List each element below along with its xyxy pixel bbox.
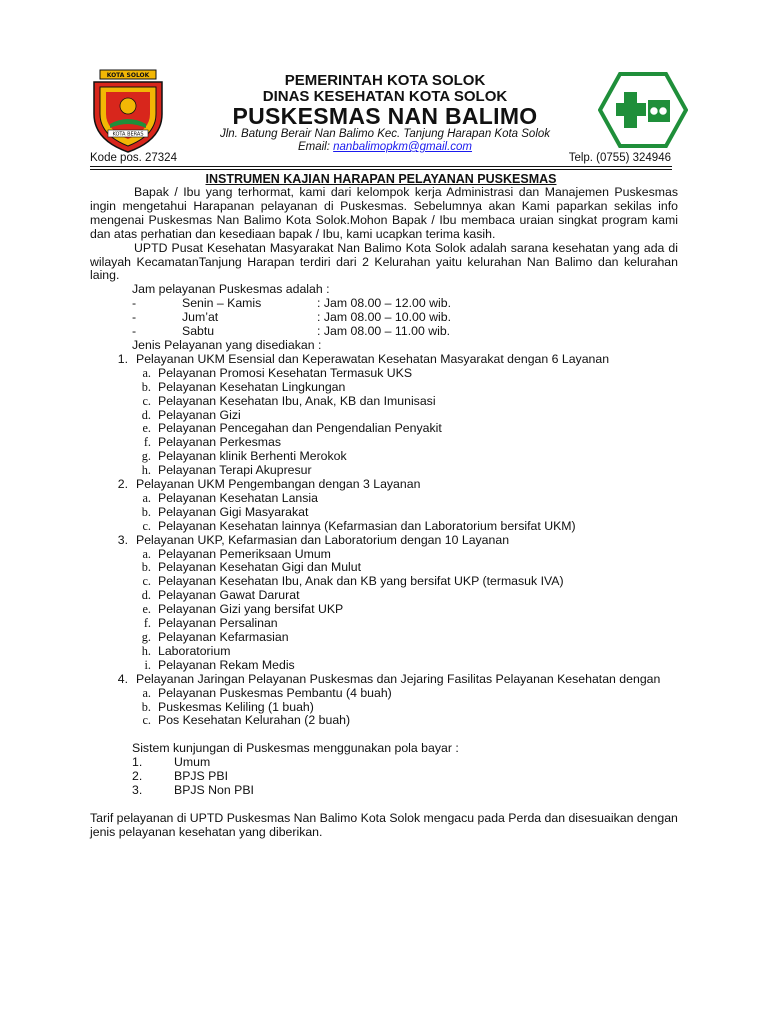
service-item-letter: a. [142, 546, 151, 561]
service-item-text: Pelayanan Gizi yang bersifat UKP [158, 602, 344, 617]
service-item [90, 548, 678, 562]
service-item [90, 714, 678, 728]
service-item [90, 561, 678, 575]
payment-label: Sistem kunjungan di Puskesmas menggunakan pola bayar : [132, 741, 459, 756]
service-item [90, 589, 678, 603]
service-item-text: Pelayanan Rekam Medis [158, 657, 295, 672]
service-item [90, 520, 678, 534]
header-divider-thin [90, 169, 672, 170]
jam-row [90, 297, 678, 311]
service-title: Pelayanan UKM Esensial dan Keperawatan Kesehatan Masyarakat dengan 6 Layanan [136, 351, 610, 366]
service-item [90, 409, 678, 423]
service-item [90, 659, 678, 673]
service-item [90, 422, 678, 436]
jam-time: : Jam 08.00 – 11.00 wib. [317, 324, 451, 339]
service-item-text: Pelayanan Gawat Darurat [158, 588, 300, 603]
jam-day: Jum’at [182, 310, 219, 325]
jenis-label: Jenis Pelayanan yang disediakan : [132, 337, 322, 352]
service-item [90, 436, 678, 450]
payment-text: Umum [174, 755, 211, 770]
service-item [90, 687, 678, 701]
service-item [90, 631, 678, 645]
service-category [90, 673, 678, 687]
tarif-paragraph: Tarif pelayanan di UPTD Puskesmas Nan Balimo Kota Solok mengacu pada Perda dan disesuaikan dengan jenis pelayanan kesehatan yang diberikan. [90, 810, 678, 839]
header-line-3: PUSKESMAS NAN BALIMO [232, 103, 538, 129]
service-item [90, 464, 678, 478]
service-item-text: Pelayanan Kefarmasian [158, 630, 289, 644]
service-item-letter: c. [142, 713, 151, 728]
jam-dash: - [132, 296, 137, 311]
service-item-text: Pelayanan Pencegahan dan Pengendalian Penyakit [158, 421, 442, 436]
service-item-letter: e. [142, 602, 151, 617]
service-category [90, 478, 678, 492]
service-item-letter: a. [142, 685, 151, 700]
jam-day: Sabtu [182, 324, 215, 339]
service-item-letter: d. [141, 588, 151, 603]
service-item-letter: a. [142, 365, 151, 380]
service-item-text: Pelayanan Terapi Akupresur [158, 463, 312, 478]
emblem-top-text: KOTA SOLOK [106, 72, 150, 79]
service-item-text: Pelayanan Kesehatan Ibu, Anak dan KB yang bersifat UKP (termasuk IVA) [158, 574, 564, 589]
service-item-letter: c. [142, 518, 151, 533]
service-item-text: Pelayanan Pemeriksaan Umum [158, 546, 331, 561]
jam-dash: - [132, 310, 137, 325]
payment-item [90, 784, 678, 798]
service-item-text: Pelayanan Gizi [158, 407, 241, 422]
payment-number: 2. [132, 769, 143, 784]
payment-item [90, 756, 678, 770]
service-item-text: Pelayanan Perkesmas [158, 435, 282, 450]
service-number: 2. [117, 477, 128, 492]
service-item-letter: a. [142, 490, 151, 505]
payment-list [90, 756, 678, 798]
service-item [90, 367, 678, 381]
service-item [90, 492, 678, 506]
service-item [90, 395, 678, 409]
service-item-text: Pelayanan Kesehatan Lingkungan [158, 379, 346, 394]
payment-number: 1. [132, 755, 143, 770]
jam-label: Jam pelayanan Puskesmas adalah : [132, 282, 330, 297]
service-number: 4. [117, 671, 128, 686]
uptd-paragraph: UPTD Pusat Kesehatan Masyarakat Nan Balimo Kota Solok adalah sarana kesehatan yang ada di wilayah KecamatanTanjung Harapan terdiri dari 2 Kelurahan yaitu kelurahan Nan Balimo dan kelurahan laing. [90, 240, 678, 283]
header-email-line [160, 141, 610, 153]
service-item-letter: g. [141, 630, 151, 644]
header-address: Jln. Batung Berair Nan Balimo Kec. Tanjung Harapan Kota Solok [219, 128, 551, 140]
postal-code: Kode pos. 27324 [90, 152, 177, 164]
jam-row [90, 311, 678, 325]
service-category [90, 534, 678, 548]
service-item-text: Pelayanan Puskesmas Pembantu (4 buah) [158, 685, 392, 700]
service-item-letter: b. [141, 560, 151, 575]
document-title: INSTRUMEN KAJIAN HARAPAN PELAYANAN PUSKESMAS [205, 172, 557, 186]
service-item-letter: g. [141, 449, 151, 464]
service-item-text: Pelayanan Kesehatan Ibu, Anak, KB dan Imunisasi [158, 393, 436, 408]
payment-text: BPJS Non PBI [174, 783, 254, 798]
service-item [90, 450, 678, 464]
service-item-letter: i. [144, 657, 151, 672]
service-item-letter: f. [143, 435, 151, 450]
jam-dash: - [132, 324, 137, 339]
service-item-text: Laboratorium [158, 643, 231, 658]
service-item-letter: h. [141, 643, 151, 658]
service-item-letter: b. [141, 379, 151, 394]
spacer [90, 798, 678, 812]
header-line-1: PEMERINTAH KOTA SOLOK [284, 72, 486, 89]
service-number: 3. [117, 532, 128, 547]
jam-time: : Jam 08.00 – 10.00 wib. [317, 310, 451, 325]
service-item-text: Pelayanan klinik Berhenti Merokok [158, 449, 347, 464]
service-item-letter: c. [142, 574, 151, 589]
service-item-text: Pelayanan Persalinan [158, 616, 278, 631]
service-item-text: Pelayanan Promosi Kesehatan Termasuk UKS [158, 365, 413, 380]
service-item-letter: b. [141, 504, 151, 519]
service-number: 1. [117, 351, 128, 366]
jam-list [90, 297, 678, 339]
payment-item [90, 770, 678, 784]
payment-text: BPJS PBI [174, 769, 228, 784]
service-item-text: Pelayanan Kesehatan Lansia [158, 490, 318, 505]
service-item-letter: h. [141, 463, 151, 478]
payment-number: 3. [132, 783, 143, 798]
service-item-letter: d. [141, 407, 151, 422]
service-item-letter: e. [142, 421, 151, 436]
service-item [90, 617, 678, 631]
service-item-text: Pelayanan Kesehatan lainnya (Kefarmasian dan Laboratorium bersifat UKM) [158, 518, 576, 533]
service-category [90, 353, 678, 367]
service-item-letter: c. [142, 393, 151, 408]
service-item-letter: f. [143, 616, 151, 631]
service-item-text: Pos Kesehatan Kelurahan (2 buah) [158, 713, 351, 728]
puskesmas-logo-icon [598, 72, 688, 148]
service-item [90, 381, 678, 395]
service-item [90, 603, 678, 617]
service-title: Pelayanan Jaringan Pelayanan Puskesmas dan Jejaring Fasilitas Pelayanan Kesehatan dengan [136, 671, 661, 686]
service-item-text: Pelayanan Kesehatan Gigi dan Mulut [158, 560, 362, 575]
jam-row [90, 325, 678, 339]
jam-day: Senin – Kamis [182, 296, 262, 311]
service-item [90, 701, 678, 715]
kota-solok-emblem-icon [90, 68, 166, 154]
service-title: Pelayanan UKP, Kefarmasian dan Laboratorium dengan 10 Layanan [136, 532, 510, 547]
service-item [90, 575, 678, 589]
spacer [90, 728, 678, 742]
service-item-letter: b. [141, 699, 151, 714]
service-item-text: Pelayanan Gigi Masyarakat [158, 504, 309, 519]
emblem-motto-text: KOTA BERAS [112, 131, 144, 138]
document-body [90, 186, 678, 840]
service-title: Pelayanan UKM Pengembangan dengan 3 Layanan [136, 477, 421, 492]
jam-time: : Jam 08.00 – 12.00 wib. [317, 296, 451, 311]
intro-paragraph: Bapak / Ibu yang terhormat, kami dari kelompok kerja Administrasi dan Manajemen Puskesmas ingin mengetahui Harapanan pelayanan di Puskesmas. Sebelumnya akan Kami paparkan sekilas info mengenai Puskesmas Nan Balimo Kota Solok.Mohon Bapak / Ibu membaca uraian singkat program kami dan atas perhatian dan kesediaan bapak / Ibu, kami ucapkan terima kasih. [90, 185, 678, 241]
header-divider [90, 166, 672, 167]
phone-number: Telp. (0755) 324946 [568, 152, 671, 164]
email-link[interactable]: nanbalimopkm@gmail.com [333, 141, 473, 153]
email-label: Email: [297, 141, 330, 153]
service-item [90, 645, 678, 659]
header-line-2: DINAS KESEHATAN KOTA SOLOK [262, 88, 508, 105]
services-list [90, 353, 678, 728]
service-item [90, 506, 678, 520]
service-item-text: Puskesmas Keliling (1 buah) [158, 699, 314, 714]
